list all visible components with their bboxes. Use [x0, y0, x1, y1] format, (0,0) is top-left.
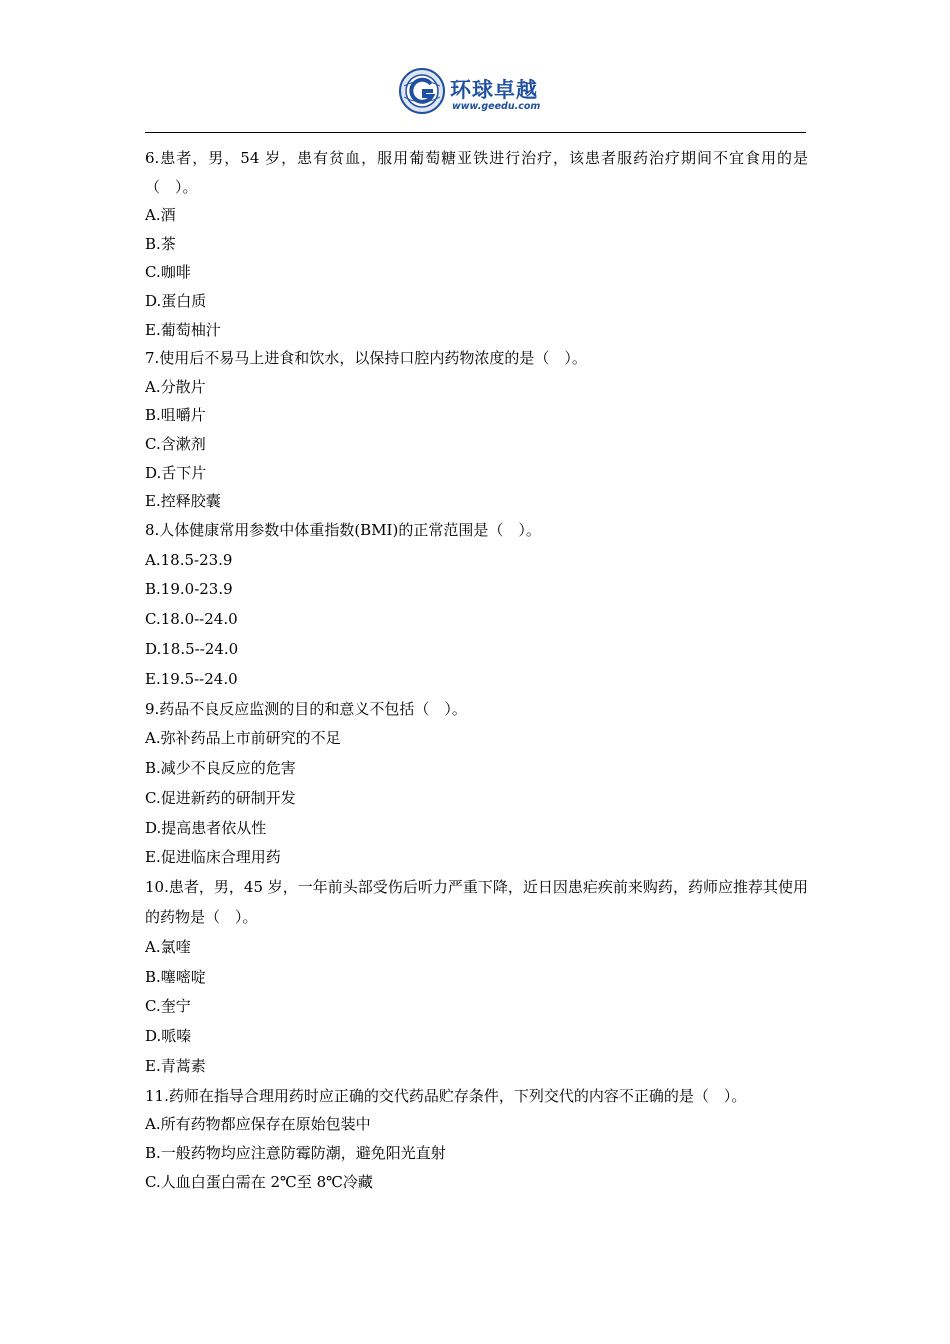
question-6 — [145, 144, 808, 344]
option-a: A.所有药物都应保存在原始包装中 — [145, 1115, 371, 1134]
option-b: B.噻嘧啶 — [145, 967, 206, 986]
question-stem: 9.药品不良反应监测的目的和意义不包括（ ）。 — [145, 699, 467, 718]
option-b: B.19.0-23.9 — [145, 580, 233, 599]
question-list — [145, 144, 808, 1196]
page-header — [0, 62, 950, 122]
option-c: C.咖啡 — [145, 263, 191, 282]
option-c: C.促进新药的研制开发 — [145, 788, 296, 807]
header-divider — [145, 132, 806, 133]
question-8 — [145, 516, 808, 695]
option-d: D.提高患者依从性 — [145, 818, 267, 837]
question-10 — [145, 873, 808, 1082]
question-stem: 8.人体健康常用参数中体重指数(BMI)的正常范围是（ ）。 — [145, 520, 541, 539]
option-e: E.19.5--24.0 — [145, 669, 238, 688]
option-e: E.青蒿素 — [145, 1057, 206, 1076]
option-d: D.蛋白质 — [145, 291, 207, 310]
option-e: E.控释胶囊 — [145, 492, 221, 511]
question-stem: 7.使用后不易马上进食和饮水，以保持口腔内药物浓度的是（ ）。 — [145, 349, 587, 368]
option-a: A.18.5-23.9 — [145, 550, 233, 569]
option-c: C.含漱剂 — [145, 434, 206, 453]
option-d: D.舌下片 — [145, 463, 207, 482]
option-e: E.促进临床合理用药 — [145, 848, 281, 867]
option-c: C.18.0--24.0 — [145, 610, 238, 629]
option-a: A.弥补药品上市前研究的不足 — [145, 729, 341, 748]
option-a: A.分散片 — [145, 377, 206, 396]
option-b: B.减少不良反应的危害 — [145, 759, 296, 778]
question-stem: 10.患者，男，45 岁，一年前头部受伤后听力严重下降，近日因患疟疾前来购药，药师应推荐其使用的药物是（ ）。 — [145, 878, 808, 927]
option-e: E.葡萄柚汁 — [145, 320, 221, 339]
question-7 — [145, 344, 808, 516]
question-9 — [145, 695, 808, 874]
logo-url: www.geedu.com — [452, 101, 541, 112]
question-stem: 6.患者，男，54 岁，患有贫血，服用葡萄糖亚铁进行治疗，该患者服药治疗期间不宜食用的是（ ）。 — [145, 149, 808, 196]
globe-logo-icon — [398, 66, 446, 116]
option-b: B.茶 — [145, 234, 176, 253]
option-c: C.人血白蛋白需在 2℃至 8℃冷藏 — [145, 1172, 373, 1191]
option-b: B.咀嚼片 — [145, 406, 206, 425]
option-a: A.氯喹 — [145, 937, 191, 956]
logo-title: 环球卓越 — [450, 78, 538, 102]
option-a: A.酒 — [145, 206, 176, 225]
option-b: B.一般药物均应注意防霉防潮，避免阳光直射 — [145, 1144, 446, 1163]
option-d: D.哌嗪 — [145, 1027, 192, 1046]
company-logo — [398, 66, 556, 120]
question-11 — [145, 1082, 808, 1196]
option-d: D.18.5--24.0 — [145, 639, 239, 658]
question-stem: 11.药师在指导合理用药时应正确的交代药品贮存条件，下列交代的内容不正确的是（ ）。 — [145, 1086, 747, 1105]
option-c: C.奎宁 — [145, 997, 191, 1016]
